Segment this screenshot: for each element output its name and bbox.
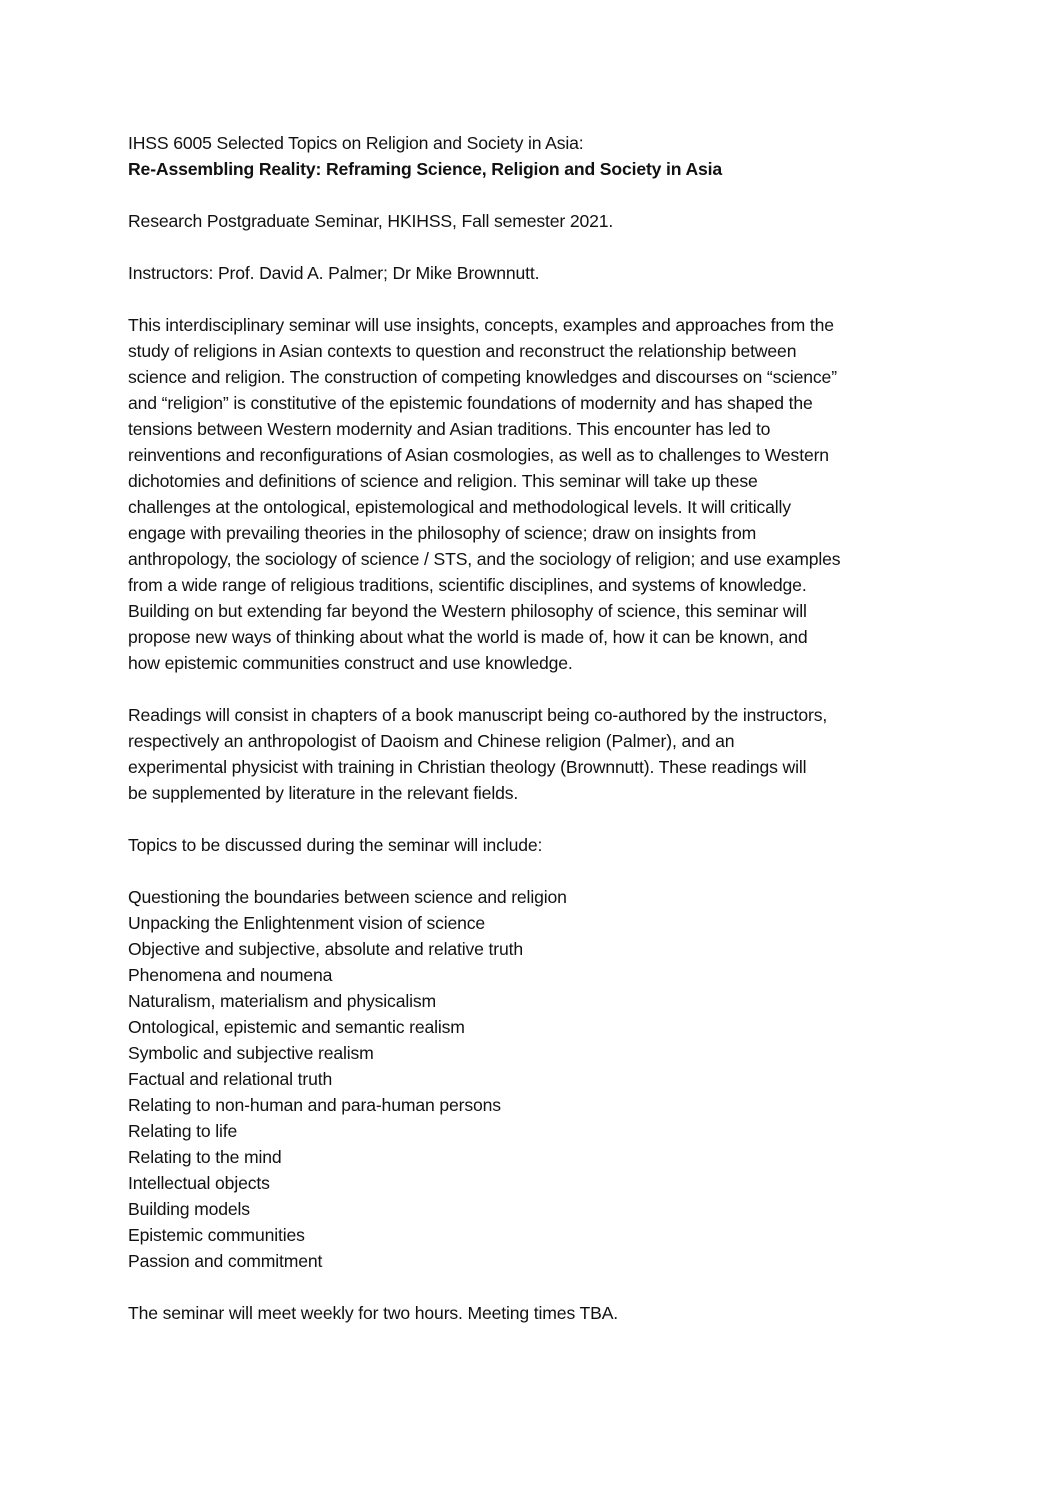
description-line: This interdisciplinary seminar will use insights, concepts, examples and approaches from the bbox=[128, 315, 834, 335]
meeting-info: The seminar will meet weekly for two hours. Meeting times TBA. bbox=[128, 1303, 619, 1323]
topic-item: Relating to life bbox=[128, 1121, 238, 1141]
topics-intro: Topics to be discussed during the seminar will include: bbox=[128, 835, 543, 855]
topic-item: Building models bbox=[128, 1199, 250, 1219]
spacer bbox=[128, 234, 948, 260]
spacer bbox=[128, 858, 948, 884]
spacer bbox=[128, 182, 948, 208]
readings-paragraph bbox=[128, 702, 948, 806]
description-line: propose new ways of thinking about what the world is made of, how it can be known, and bbox=[128, 627, 808, 647]
description-line: how epistemic communities construct and use knowledge. bbox=[128, 653, 573, 673]
topic-item: Symbolic and subjective realism bbox=[128, 1043, 374, 1063]
topic-item: Naturalism, materialism and physicalism bbox=[128, 991, 436, 1011]
description-line: engage with prevailing theories in the philosophy of science; draw on insights from bbox=[128, 523, 757, 543]
description-line: science and religion. The construction of competing knowledges and discourses on “science” bbox=[128, 367, 837, 387]
document-body bbox=[128, 130, 948, 1326]
topic-item: Phenomena and noumena bbox=[128, 965, 333, 985]
spacer bbox=[128, 286, 948, 312]
topic-item: Ontological, epistemic and semantic realism bbox=[128, 1017, 465, 1037]
topic-item: Intellectual objects bbox=[128, 1173, 270, 1193]
topic-item: Epistemic communities bbox=[128, 1225, 305, 1245]
topic-item: Relating to non-human and para-human persons bbox=[128, 1095, 501, 1115]
topics-list bbox=[128, 884, 948, 1274]
readings-line: Readings will consist in chapters of a book manuscript being co-authored by the instructors, bbox=[128, 705, 828, 725]
seminar-info: Research Postgraduate Seminar, HKIHSS, Fall semester 2021. bbox=[128, 211, 614, 231]
course-title: Re-Assembling Reality: Reframing Science, Religion and Society in Asia bbox=[128, 159, 723, 179]
spacer bbox=[128, 806, 948, 832]
topic-item: Unpacking the Enlightenment vision of science bbox=[128, 913, 486, 933]
description-line: Building on but extending far beyond the Western philosophy of science, this seminar will bbox=[128, 601, 807, 621]
instructors-info: Instructors: Prof. David A. Palmer; Dr Mike Brownnutt. bbox=[128, 263, 540, 283]
description-paragraph bbox=[128, 312, 948, 676]
description-line: reinventions and reconfigurations of Asian cosmologies, as well as to challenges to Western bbox=[128, 445, 829, 465]
topic-item: Relating to the mind bbox=[128, 1147, 282, 1167]
topic-item: Objective and subjective, absolute and relative truth bbox=[128, 939, 523, 959]
description-line: study of religions in Asian contexts to question and reconstruct the relationship between bbox=[128, 341, 797, 361]
description-line: challenges at the ontological, epistemological and methodological levels. It will critically bbox=[128, 497, 791, 517]
description-line: anthropology, the sociology of science / STS, and the sociology of religion; and use examples bbox=[128, 549, 841, 569]
readings-line: be supplemented by literature in the relevant fields. bbox=[128, 783, 519, 803]
description-line: tensions between Western modernity and Asian traditions. This encounter has led to bbox=[128, 419, 771, 439]
topic-item: Passion and commitment bbox=[128, 1251, 323, 1271]
topic-item: Factual and relational truth bbox=[128, 1069, 333, 1089]
readings-line: experimental physicist with training in Christian theology (Brownnutt). These readings will bbox=[128, 757, 807, 777]
readings-line: respectively an anthropologist of Daoism and Chinese religion (Palmer), and an bbox=[128, 731, 735, 751]
description-line: dichotomies and definitions of science and religion. This seminar will take up these bbox=[128, 471, 758, 491]
spacer bbox=[128, 676, 948, 702]
description-line: and “religion” is constitutive of the epistemic foundations of modernity and has shaped the bbox=[128, 393, 813, 413]
topic-item: Questioning the boundaries between science and religion bbox=[128, 887, 567, 907]
description-line: from a wide range of religious traditions, scientific disciplines, and systems of knowledge. bbox=[128, 575, 807, 595]
spacer bbox=[128, 1274, 948, 1300]
course-code-line: IHSS 6005 Selected Topics on Religion and Society in Asia: bbox=[128, 133, 584, 153]
